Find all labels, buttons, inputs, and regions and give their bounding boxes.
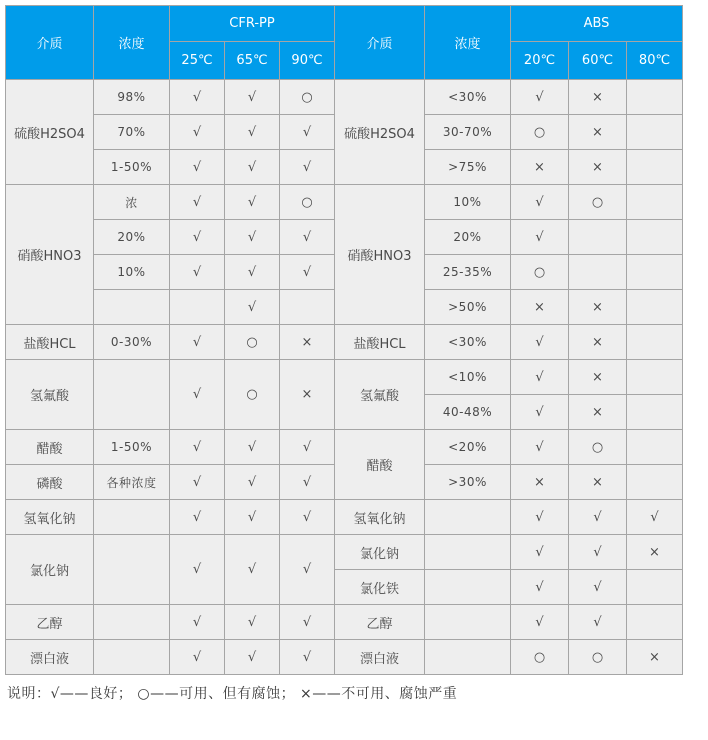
rating-empty-cell — [627, 325, 683, 360]
rating-good-symbol: √ — [569, 605, 627, 640]
rating-usable-symbol: ○ — [225, 325, 280, 360]
rating-empty-cell — [627, 570, 683, 605]
rating-good-symbol: √ — [170, 220, 225, 255]
header-temp-65c: 65℃ — [225, 42, 280, 80]
rating-good-symbol: √ — [280, 150, 335, 185]
concentration-cell: 25-35% — [425, 255, 511, 290]
concentration-cell — [425, 605, 511, 640]
rating-empty-cell — [569, 255, 627, 290]
rating-good-symbol: √ — [280, 430, 335, 465]
rating-bad-symbol: × — [569, 395, 627, 430]
concentration-cell: 1-50% — [94, 150, 170, 185]
concentration-cell: <20% — [425, 430, 511, 465]
header-group-row — [6, 6, 683, 42]
rating-good-symbol: √ — [170, 150, 225, 185]
concentration-cell: 30-70% — [425, 115, 511, 150]
rating-usable-symbol: ○ — [511, 640, 569, 675]
rating-good-symbol: √ — [511, 535, 569, 570]
rating-good-symbol: √ — [280, 500, 335, 535]
header-material-abs: ABS — [511, 6, 683, 42]
medium-cell: 漂白液 — [335, 640, 425, 675]
concentration-cell — [425, 500, 511, 535]
rating-bad-symbol: × — [511, 150, 569, 185]
concentration-cell — [94, 500, 170, 535]
rating-bad-symbol: × — [280, 325, 335, 360]
rating-usable-symbol: ○ — [511, 115, 569, 150]
rating-good-symbol: √ — [170, 535, 225, 605]
rating-good-symbol: √ — [511, 500, 569, 535]
table-row — [6, 185, 683, 220]
concentration-cell: 70% — [94, 115, 170, 150]
header-medium-left: 介质 — [6, 6, 94, 80]
rating-empty-cell — [569, 220, 627, 255]
rating-good-symbol: √ — [170, 115, 225, 150]
medium-cell: 硫酸H2SO4 — [335, 80, 425, 185]
rating-good-symbol: √ — [280, 640, 335, 675]
rating-bad-symbol: × — [569, 80, 627, 115]
table-row — [6, 360, 683, 395]
rating-good-symbol: √ — [225, 185, 280, 220]
rating-good-symbol: √ — [225, 80, 280, 115]
rating-good-symbol: √ — [225, 220, 280, 255]
medium-cell: 漂白液 — [6, 640, 94, 675]
rating-good-symbol: √ — [280, 220, 335, 255]
concentration-cell: >50% — [425, 290, 511, 325]
rating-good-symbol: √ — [225, 255, 280, 290]
rating-good-symbol: √ — [225, 500, 280, 535]
rating-good-symbol: √ — [280, 465, 335, 500]
rating-good-symbol: √ — [225, 640, 280, 675]
medium-cell: 磷酸 — [6, 465, 94, 500]
rating-good-symbol: √ — [225, 115, 280, 150]
concentration-cell: 各种浓度 — [94, 465, 170, 500]
rating-good-symbol: √ — [511, 430, 569, 465]
concentration-cell: <30% — [425, 80, 511, 115]
rating-bad-symbol: × — [511, 290, 569, 325]
rating-good-symbol: √ — [170, 605, 225, 640]
rating-usable-symbol: ○ — [225, 360, 280, 430]
concentration-cell: 0-30% — [94, 325, 170, 360]
concentration-cell — [94, 535, 170, 605]
rating-good-symbol: √ — [511, 360, 569, 395]
rating-usable-symbol: ○ — [569, 430, 627, 465]
page-content — [5, 5, 703, 703]
rating-empty-cell — [627, 430, 683, 465]
medium-cell: 醋酸 — [335, 430, 425, 500]
concentration-cell: <10% — [425, 360, 511, 395]
rating-empty-cell — [627, 255, 683, 290]
medium-cell: 氢氧化钠 — [335, 500, 425, 535]
rating-good-symbol: √ — [511, 220, 569, 255]
concentration-cell: >75% — [425, 150, 511, 185]
concentration-cell — [94, 605, 170, 640]
concentration-cell: 20% — [94, 220, 170, 255]
rating-bad-symbol: × — [511, 465, 569, 500]
rating-empty-cell — [627, 220, 683, 255]
concentration-cell — [425, 570, 511, 605]
rating-good-symbol: √ — [225, 535, 280, 605]
rating-bad-symbol: × — [569, 360, 627, 395]
medium-cell: 氯化铁 — [335, 570, 425, 605]
concentration-cell: 浓 — [94, 185, 170, 220]
header-medium-right: 介质 — [335, 6, 425, 80]
rating-good-symbol: √ — [280, 605, 335, 640]
concentration-cell: 20% — [425, 220, 511, 255]
rating-good-symbol: √ — [170, 360, 225, 430]
rating-good-symbol: √ — [225, 430, 280, 465]
rating-good-symbol: √ — [170, 255, 225, 290]
rating-empty-cell — [627, 465, 683, 500]
concentration-cell — [425, 640, 511, 675]
concentration-cell — [425, 535, 511, 570]
rating-empty-cell — [627, 360, 683, 395]
rating-empty-cell — [627, 115, 683, 150]
rating-good-symbol: √ — [225, 150, 280, 185]
medium-cell: 醋酸 — [6, 430, 94, 465]
table-row — [6, 500, 683, 535]
medium-cell: 氢氟酸 — [335, 360, 425, 430]
rating-bad-symbol: × — [569, 325, 627, 360]
legend-note: 说明：√——良好； ○——可用、但有腐蚀； ×——不可用、腐蚀严重 — [7, 686, 458, 702]
rating-good-symbol: √ — [225, 290, 280, 325]
medium-cell: 氢氧化钠 — [6, 500, 94, 535]
concentration-cell: >30% — [425, 465, 511, 500]
rating-good-symbol: √ — [225, 605, 280, 640]
header-temp-80c: 80℃ — [627, 42, 683, 80]
header-temp-20c: 20℃ — [511, 42, 569, 80]
rating-bad-symbol: × — [627, 640, 683, 675]
medium-cell: 盐酸HCL — [335, 325, 425, 360]
concentration-cell: 10% — [425, 185, 511, 220]
rating-bad-symbol: × — [627, 535, 683, 570]
rating-good-symbol: √ — [569, 500, 627, 535]
medium-cell: 乙醇 — [6, 605, 94, 640]
rating-good-symbol: √ — [170, 80, 225, 115]
header-concentration-left: 浓度 — [94, 6, 170, 80]
header-concentration-right: 浓度 — [425, 6, 511, 80]
table-header — [6, 6, 683, 80]
rating-bad-symbol: × — [569, 115, 627, 150]
rating-bad-symbol: × — [280, 360, 335, 430]
rating-good-symbol: √ — [170, 325, 225, 360]
rating-good-symbol: √ — [511, 395, 569, 430]
concentration-cell — [94, 360, 170, 430]
rating-good-symbol: √ — [170, 465, 225, 500]
header-temp-90c: 90℃ — [280, 42, 335, 80]
table-body — [6, 80, 683, 675]
concentration-cell — [94, 640, 170, 675]
medium-cell: 氯化钠 — [6, 535, 94, 605]
rating-good-symbol: √ — [225, 465, 280, 500]
table-row — [6, 640, 683, 675]
rating-bad-symbol: × — [569, 465, 627, 500]
medium-cell: 硝酸HNO3 — [6, 185, 94, 325]
medium-cell: 盐酸HCL — [6, 325, 94, 360]
rating-good-symbol: √ — [511, 80, 569, 115]
concentration-cell: 98% — [94, 80, 170, 115]
rating-bad-symbol: × — [569, 290, 627, 325]
medium-cell: 乙醇 — [335, 605, 425, 640]
rating-good-symbol: √ — [511, 570, 569, 605]
rating-empty-cell — [627, 290, 683, 325]
rating-usable-symbol: ○ — [280, 80, 335, 115]
header-temp-60c: 60℃ — [569, 42, 627, 80]
table-row — [6, 80, 683, 115]
rating-good-symbol: √ — [170, 185, 225, 220]
medium-cell: 氯化钠 — [335, 535, 425, 570]
rating-good-symbol: √ — [511, 605, 569, 640]
rating-good-symbol: √ — [170, 640, 225, 675]
rating-good-symbol: √ — [280, 255, 335, 290]
table-row — [6, 325, 683, 360]
rating-empty-cell — [627, 80, 683, 115]
rating-empty-cell — [627, 150, 683, 185]
rating-good-symbol: √ — [170, 430, 225, 465]
header-material-cfrpp: CFR-PP — [170, 6, 335, 42]
table-row — [6, 605, 683, 640]
rating-empty-cell — [627, 395, 683, 430]
concentration-cell: 10% — [94, 255, 170, 290]
concentration-cell — [94, 290, 170, 325]
rating-bad-symbol: × — [569, 150, 627, 185]
rating-good-symbol: √ — [170, 500, 225, 535]
rating-usable-symbol: ○ — [280, 185, 335, 220]
rating-usable-symbol: ○ — [569, 640, 627, 675]
rating-good-symbol: √ — [511, 185, 569, 220]
concentration-cell: 40-48% — [425, 395, 511, 430]
concentration-cell: <30% — [425, 325, 511, 360]
concentration-cell: 1-50% — [94, 430, 170, 465]
rating-good-symbol: √ — [280, 535, 335, 605]
rating-empty-cell — [280, 290, 335, 325]
header-temp-25c: 25℃ — [170, 42, 225, 80]
rating-empty-cell — [627, 605, 683, 640]
rating-good-symbol: √ — [569, 535, 627, 570]
rating-usable-symbol: ○ — [511, 255, 569, 290]
medium-cell: 硫酸H2SO4 — [6, 80, 94, 185]
medium-cell: 氢氟酸 — [6, 360, 94, 430]
table-row — [6, 430, 683, 465]
rating-good-symbol: √ — [511, 325, 569, 360]
rating-empty-cell — [170, 290, 225, 325]
rating-good-symbol: √ — [627, 500, 683, 535]
rating-good-symbol: √ — [569, 570, 627, 605]
table-row — [6, 535, 683, 570]
medium-cell: 硝酸HNO3 — [335, 185, 425, 325]
rating-empty-cell — [627, 185, 683, 220]
rating-usable-symbol: ○ — [569, 185, 627, 220]
rating-good-symbol: √ — [280, 115, 335, 150]
chemical-compatibility-table — [5, 5, 683, 675]
